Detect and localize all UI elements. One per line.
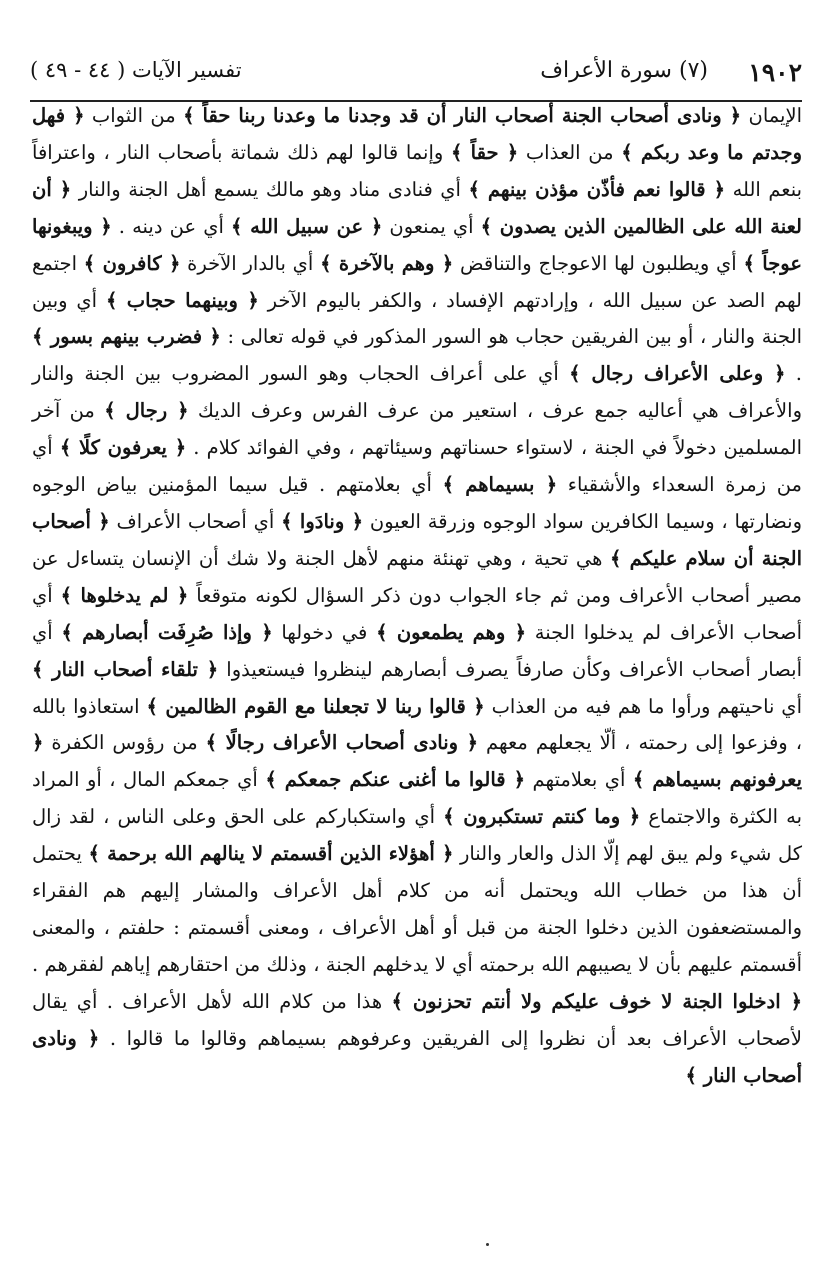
quran-verse-span: ﴿ قالوا ما أغنى عنكم جمعكم ﴾ [265, 768, 526, 792]
commentary-span: وإنما قالوا لهم ذلك شماتة بأصحاب النار ، واعترافاً بنعم الله [32, 140, 803, 201]
quran-verse-span: ﴿ وعلى الأعراف رجال ﴾ [569, 362, 786, 386]
quran-verse-span: ﴿ ونادَوا ﴾ [281, 509, 364, 533]
quran-verse-span: ﴿ كافرون ﴾ [83, 251, 181, 275]
commentary-span: أي أصحاب الأعراف لم يدخلوا الجنة [32, 583, 802, 644]
commentary-span: أي فنادى مناد وهو مالك يسمع أهل الجنة والنار [71, 177, 469, 201]
page-header [30, 50, 802, 102]
commentary-span: أي جمعكم المال ، أو المراد به الكثرة والاجتماع [32, 768, 803, 829]
sura-name: (٧) سورة الأعراف [540, 58, 708, 83]
commentary-span: هي تحية ، وهي تهنئة منهم لأهل الجنة ولا شك أن الإنسان يتساءل عن مصير أصحاب الأعراف ومن ثم جاء الجواب دون ذكر السؤال لكونه متوقعاً [32, 546, 802, 607]
commentary-span: أي يمنعون [382, 214, 481, 238]
quran-verse-span: ﴿ وإذا صُرِفَت أبصارهم ﴾ [61, 620, 273, 644]
commentary-span: أي بعلامتهم [525, 768, 633, 792]
quran-verse-span: ﴿ قالوا ربنا لا تجعلنا مع القوم الظالمين ﴾ [146, 694, 485, 718]
commentary-span: . [785, 362, 802, 386]
commentary-span: أي عن دينه . [111, 214, 232, 238]
commentary-span: أي أصحاب الأعراف [109, 509, 282, 533]
quran-verse-span: ﴿ لم يدخلوها ﴾ [60, 583, 189, 607]
ink-dot [486, 1243, 489, 1246]
commentary-span: اجتمع لهم الصد عن سبيل الله ، وإرادتهم الإفساد ، والكفر باليوم الآخر [32, 251, 802, 312]
quran-verse-span: ﴿ حقاً ﴾ [450, 140, 519, 164]
commentary-span: الإيمان [741, 104, 802, 127]
commentary-span: استعاذوا بالله ، وفزعوا إلى رحمته ، ألّا يجعلهم معهم [32, 694, 802, 755]
quran-verse-span: ﴿ قالوا نعم فأذّن مؤذن بينهم ﴾ [468, 177, 726, 201]
quran-verse-span: ﴿ أهؤلاء الذين أقسمتم لا ينالهم الله برحمة ﴾ [88, 842, 454, 866]
page-number: ١٩٠٢ [748, 58, 802, 87]
quran-verse-span: ﴿ يعرفون كلًا ﴾ [59, 436, 187, 460]
quran-verse-span: ﴿ ونادى أصحاب الأعراف رجالًا ﴾ [205, 731, 479, 755]
commentary-span: في دخولها [272, 620, 377, 644]
quran-verse-span: ﴿ تلقاء أصحاب النار ﴾ [32, 657, 219, 681]
page-body [32, 98, 802, 1094]
commentary-span: أي ناحيتهم ورأوا ما هم فيه من العذاب [484, 694, 802, 718]
commentary-span: أي على أعراف الحجاب وهو السور المضروب بين الجنة والنار والأعراف هي أعاليه جمع عرف ، استعير من عرف الفرس وعرف الديك [32, 362, 803, 423]
running-title: تفسير الآيات ( ٤٤ - ٤٩ ) [30, 58, 242, 82]
quran-verse-span: ﴿ وبينهما حجاب ﴾ [105, 288, 259, 312]
commentary-span: هذا من كلام الله لأهل الأعراف . أي يقال لأصحاب الأعراف بعد أن نظروا إلى الفريقين وعرفوهم بسيماهم وقالوا ما قالوا . [32, 989, 802, 1050]
quran-verse-span: ﴿ وهم بالآخرة ﴾ [320, 251, 454, 275]
commentary-span: أي بالدار الآخرة [180, 251, 321, 275]
quran-verse-span: ﴿ ويبغونها عوجاً ﴾ [32, 214, 802, 275]
commentary-span: أي أبصار أصحاب الأعراف وكأن صارفاً يصرف أبصارهم لينظروا فيستعيذوا [32, 620, 802, 681]
commentary-span: من رؤوس الكفرة [43, 731, 206, 755]
quran-verse-span: ﴿ وهم يطمعون ﴾ [376, 620, 527, 644]
commentary-span: أي واستكباركم على الحق وعلى الناس ، لقد زال كل شيء ولم يبق لهم إلّا الذل والعار والنار [32, 805, 802, 866]
quran-verse-span: ﴿ عن سبيل الله ﴾ [231, 214, 383, 238]
quran-verse-span: ﴿ فضرب بينهم بسور ﴾ [32, 325, 221, 349]
commentary-span: من الثواب [84, 104, 184, 127]
commentary-span: أي بعلامتهم . قيل سيما المؤمنين بياض الوجوه ونضارتها ، وسيما الكافرين سواد الوجوه وزرقة العيون [32, 473, 803, 533]
quran-verse-span: ﴿ فهل وجدتم ما وعد ربكم ﴾ [32, 104, 802, 164]
commentary-span: من العذاب [518, 140, 622, 164]
quran-verse-span: ﴿ ونادى أصحاب الجنة أصحاب النار أن قد وجدنا ما وعدنا ربنا حقاً ﴾ [183, 104, 742, 127]
tafsir-paragraph [32, 98, 802, 1094]
commentary-span: يحتمل أن هذا من خطاب الله ويحتمل أنه من كلام أهل الأعراف والمشار إليهم هم الفقراء والمستضعفون الذين دخلوا الجنة من قبل أو أهل الأعراف ، ومعنى أقسمتم : حلفتم ، والمعنى أقسمتم عليهم بأن لا يصيبهم الله برحمته أي لا يدخلهم الجنة ، وذلك من احتقارهم إياهم لفقرهم . [32, 842, 802, 976]
commentary-span: أي من زمرة السعداء والأشقياء [32, 436, 802, 497]
commentary-span: من آخر المسلمين دخولاً في الجنة ، لاستواء حسناتهم وسيئاتهم ، وفي الفوائد كلام . [32, 399, 802, 460]
commentary-span: أي ويطلبون لها الاعوجاج والتناقض [453, 251, 744, 275]
quran-verse-span: ﴿ رجال ﴾ [104, 399, 189, 423]
quran-verse-span: ﴿ بسيماهم ﴾ [442, 473, 558, 497]
commentary-span: أي وبين الجنة والنار ، أو بين الفريقين حجاب هو السور المذكور في قوله تعالى : [32, 288, 802, 349]
quran-verse-span: ﴿ ونادى أصحاب النار ﴾ [32, 1026, 802, 1087]
quran-verse-span: ﴿ يعرفونهم بسيماهم ﴾ [32, 731, 803, 792]
quran-verse-span: ﴿ أن لعنة الله على الظالمين الذين يصدون ﴾ [32, 177, 802, 238]
quran-verse-span: ﴿ وما كنتم تستكبرون ﴾ [443, 805, 641, 829]
quran-verse-span: ﴿ ادخلوا الجنة لا خوف عليكم ولا أنتم تحزنون ﴾ [391, 989, 802, 1013]
quran-verse-span: ﴿ أصحاب الجنة أن سلام عليكم ﴾ [32, 509, 802, 570]
